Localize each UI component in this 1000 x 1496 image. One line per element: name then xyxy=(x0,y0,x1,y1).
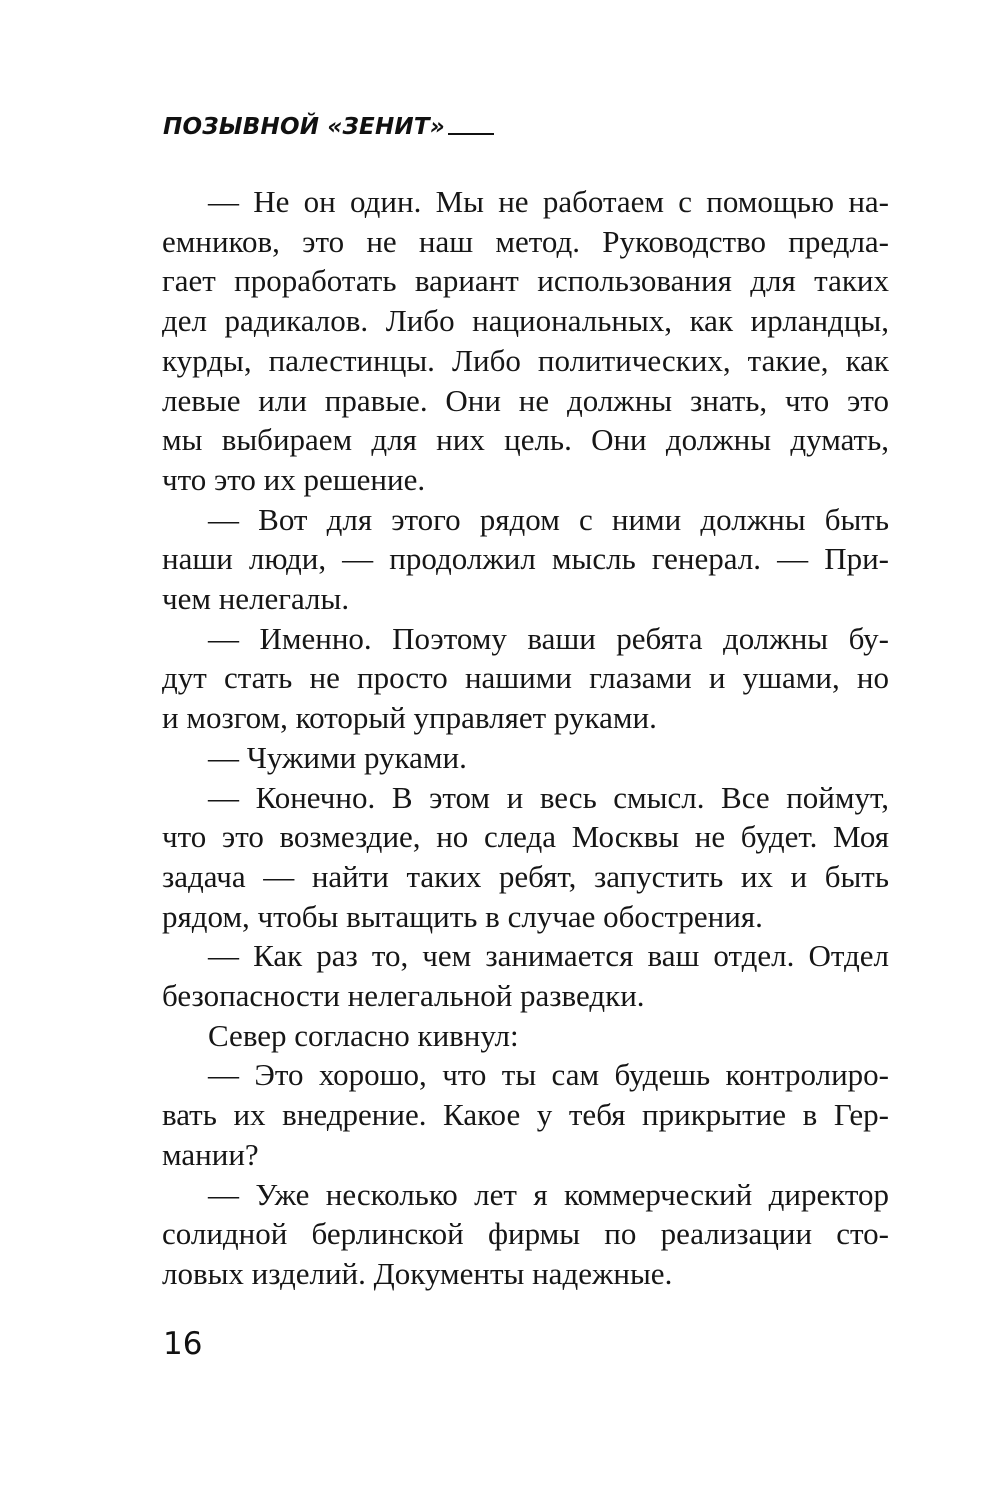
text-line: солидной берлинской фирмы по реализации сто- xyxy=(162,1216,889,1252)
paragraph xyxy=(162,1175,889,1294)
text-line: дут стать не просто нашими глазами и ушами, но xyxy=(162,660,889,696)
text-line: наши люди, — продолжил мысль генерал. — При- xyxy=(162,541,889,577)
text-line: ловых изделий. Документы надежные. xyxy=(162,1255,673,1291)
text-line: дел радикалов. Либо национальных, как ирландцы, xyxy=(162,303,889,339)
paragraph xyxy=(162,1016,889,1056)
body-text xyxy=(162,182,889,1294)
text-line: безопасности нелегальной разведки. xyxy=(162,978,645,1014)
text-line: мы выбираем для них цель. Они должны думать, xyxy=(162,422,889,458)
text-line: гает проработать вариант использования для таких xyxy=(162,263,889,299)
text-line: — Это хорошо, что ты сам будешь контролиро- xyxy=(208,1057,889,1093)
running-head-rule xyxy=(448,133,494,135)
text-line: курды, палестинцы. Либо политических, такие, как xyxy=(162,342,889,378)
paragraph xyxy=(162,1055,889,1174)
paragraph xyxy=(162,936,889,1015)
text-line: — Вот для этого рядом с ними должны быть xyxy=(208,501,889,537)
text-line: мании? xyxy=(162,1136,259,1172)
text-line: — Как раз то, чем занимается ваш отдел. Отдел xyxy=(208,938,889,974)
text-line: — Уже несколько лет я коммерческий директор xyxy=(208,1176,889,1212)
paragraph xyxy=(162,778,889,937)
text-line: Север согласно кивнул: xyxy=(208,1017,519,1053)
text-line: левые или правые. Они не должны знать, что это xyxy=(162,382,889,418)
paragraph xyxy=(162,500,889,619)
text-line: вать их внедрение. Какое у тебя прикрытие в Гер- xyxy=(162,1097,889,1133)
running-head xyxy=(163,114,494,140)
text-line: что это их решение. xyxy=(162,461,426,497)
text-line: чем нелегалы. xyxy=(162,581,350,617)
text-line: рядом, чтобы вытащить в случае обострения. xyxy=(162,898,763,934)
paragraph xyxy=(162,738,889,778)
text-line: — Именно. Поэтому ваши ребята должны бу- xyxy=(208,620,889,656)
text-line: — Чужими руками. xyxy=(208,739,467,775)
paragraph xyxy=(162,619,889,738)
page-number: 16 xyxy=(163,1326,203,1362)
text-line: что это возмездие, но следа Москвы не будет. Моя xyxy=(162,819,889,855)
text-line: задача — найти таких ребят, запустить их и быть xyxy=(162,858,889,894)
text-line: — Не он один. Мы не работаем с помощью на- xyxy=(208,184,889,219)
paragraph xyxy=(162,182,889,500)
text-line: и мозгом, который управляет руками. xyxy=(162,700,657,736)
text-line: емников, это не наш метод. Руководство предла- xyxy=(162,223,889,259)
text-line: — Конечно. В этом и весь смысл. Все поймут, xyxy=(208,779,889,815)
running-head-title: ПОЗЫВНОЙ «ЗЕНИТ» xyxy=(163,114,445,140)
